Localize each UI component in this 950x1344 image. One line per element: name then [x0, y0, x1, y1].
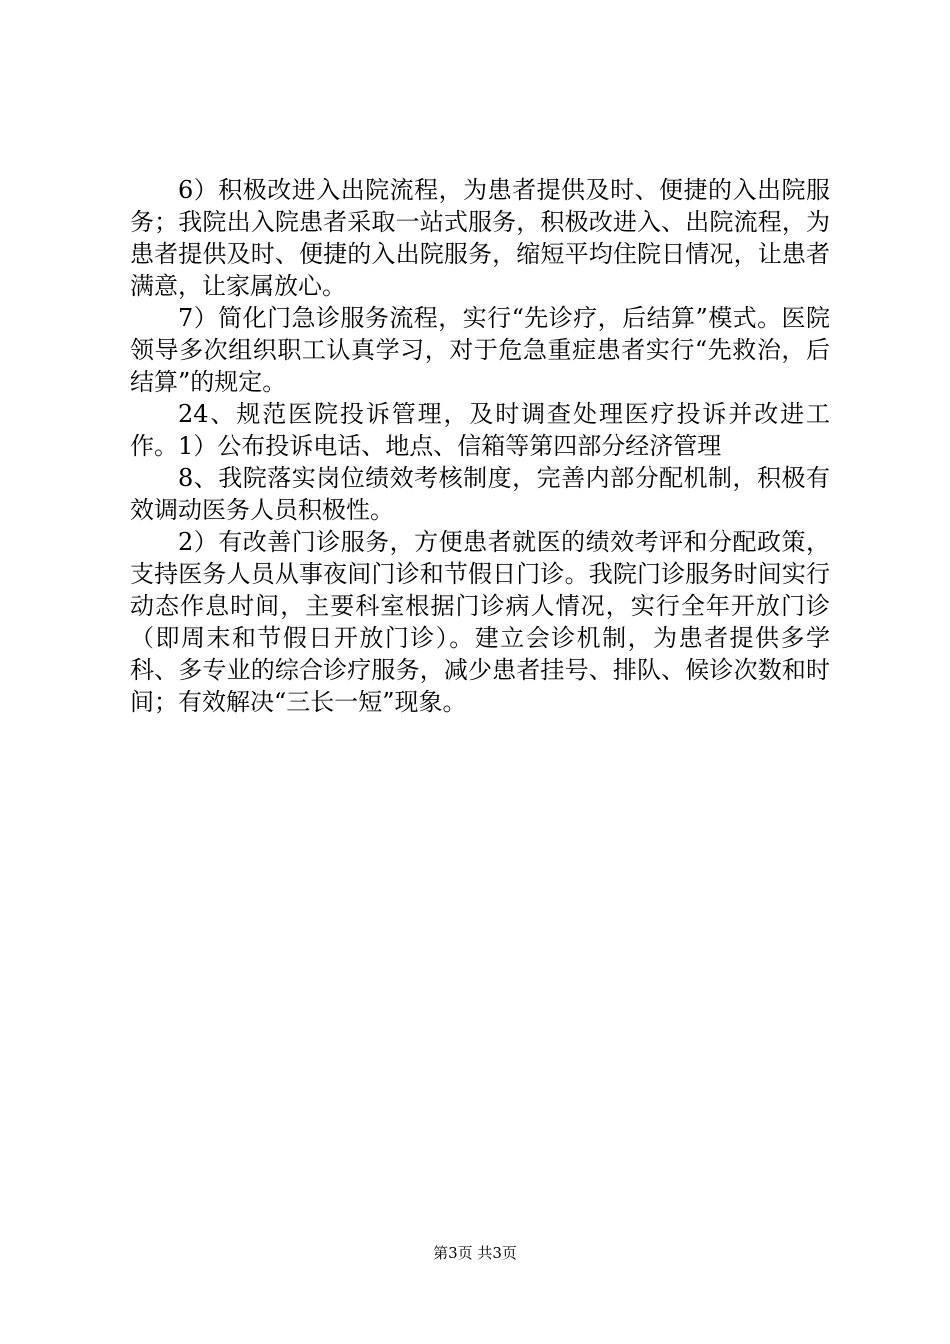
paragraph-complaint-management: 24、规范医院投诉管理，及时调查处理医疗投诉并改进工作。1）公布投诉电话、地点、信箱等第四部分经济管理 — [130, 400, 830, 460]
page-number-footer: 第3页 共3页 — [433, 1244, 517, 1262]
paragraph-discharge-process: 6）积极改进入出院流程，为患者提供及时、便捷的入出院服务；我院出入院患者采取一站式服务，积极改进入、出院流程，为患者提供及时、便捷的入出院服务，缩短平均住院日情况，让患者满意，让家属放心。 — [130, 176, 830, 300]
paragraph-performance-assessment: 8、我院落实岗位绩效考核制度，完善内部分配机制，积极有效调动医务人员积极性。 — [130, 464, 830, 524]
paragraph-outpatient-service: 2）有改善门诊服务，方便患者就医的绩效考评和分配政策，支持医务人员从事夜间门诊和节假日门诊。我院门诊服务时间实行动态作息时间，主要科室根据门诊病人情况，实行全年开放门诊（即周末和节假日开放门诊）。建立会诊机制，为患者提供多学科、多专业的综合诊疗服务，减少患者挂号、排队、候诊次数和时间；有效解决“三长一短”现象。 — [130, 528, 830, 716]
paragraph-emergency-process: 7）简化门急诊服务流程，实行“先诊疗，后结算”模式。医院领导多次组织职工认真学习，对于危急重症患者实行“先救治，后结算”的规定。 — [130, 304, 830, 396]
document-body — [130, 174, 830, 718]
